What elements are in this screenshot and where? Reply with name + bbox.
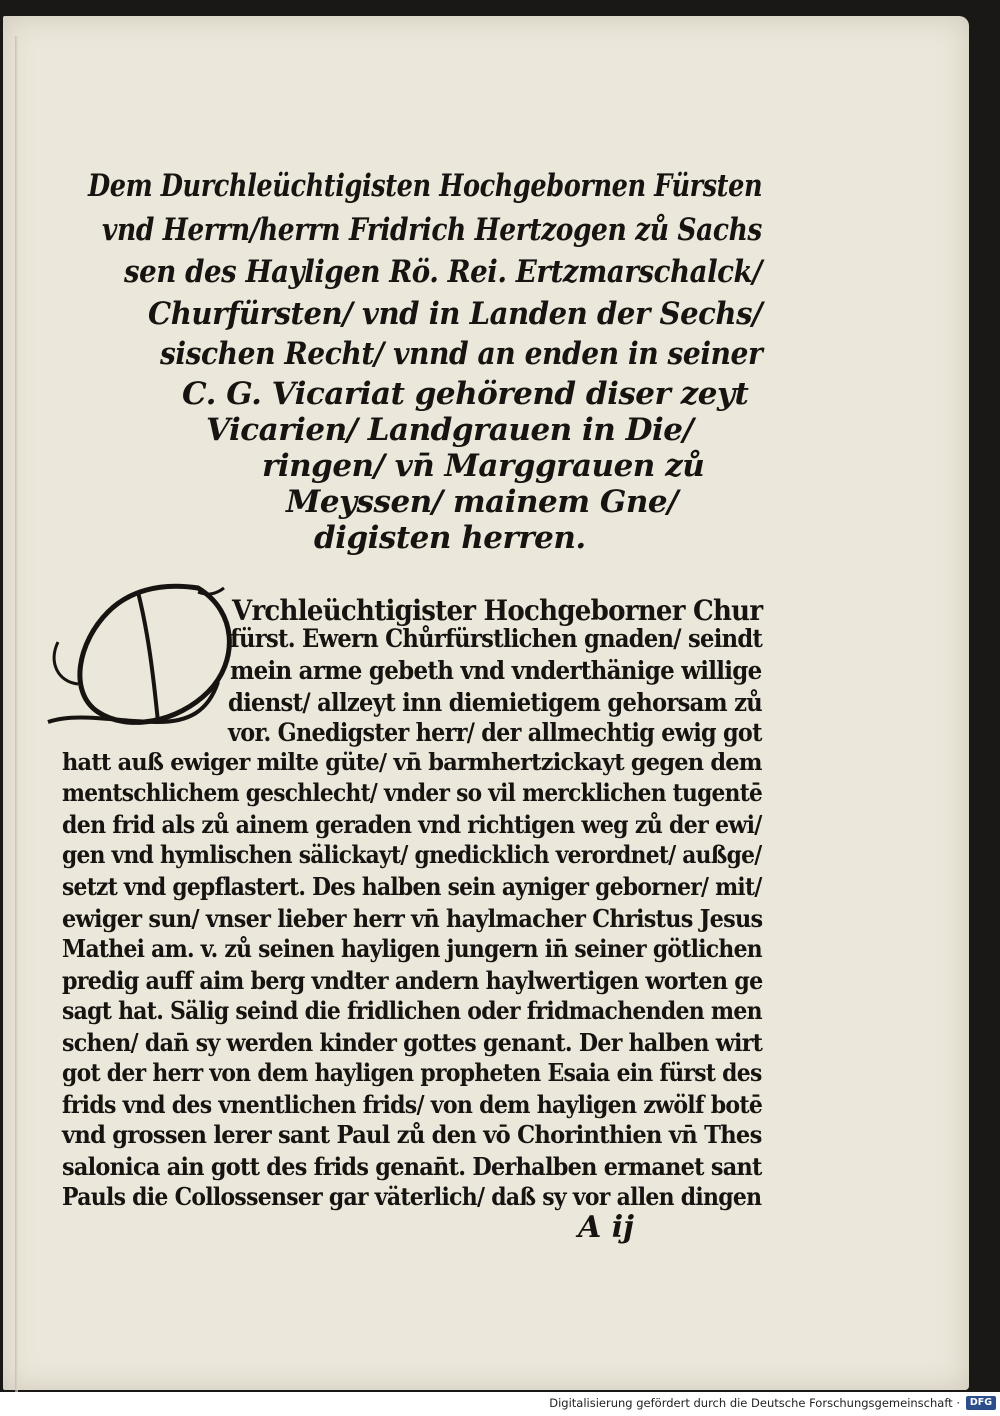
heading-line: digisten herren. [314, 520, 586, 556]
body-line: salonica ain gott des frids genan̄t. Derhalben ermanet sant [62, 1152, 762, 1181]
footer-bar [0, 1392, 1000, 1416]
heading-line: Vicarien/ Landgrauen in Die/ [206, 412, 694, 448]
body-line: fürst. Ewern Chůrfürstlichen gnaden/ seindt [230, 624, 763, 654]
body-line: vnd grossen lerer sant Paul zů den vō Chorinthien vn̄ Thes [62, 1120, 762, 1149]
signature-mark: A ij [578, 1210, 634, 1245]
body-line: den frid als zů ainem geraden vnd richtigen weg zů der ewi/ [62, 810, 762, 839]
heading-line: Meyssen/ mainem Gne/ [286, 484, 678, 520]
heading-line: sischen Recht/ vnnd an enden in seiner [160, 336, 763, 372]
body-line: ewiger sun/ vnser lieber herr vn̄ haylmacher Christus Jesus [62, 904, 763, 933]
body-line: setzt vnd gepflastert. Des halben sein ayniger geborner/ mit/ [62, 872, 762, 901]
body-line: schen/ dan̄ sy werden kinder gottes genant. Der halben wirt [62, 1028, 763, 1057]
body-line: vor. Gnedigster herr/ der allmechtig ewig got [228, 718, 762, 748]
body-line: Mathei am. v. zů seinen hayligen jungern in̄ seiner götlichen [62, 934, 762, 963]
body-line: mentschlichem geschlecht/ vnder so vil mercklichen tugentē [62, 778, 763, 807]
heading-line: vnd Herrn/herrn Fridrich Hertzogen zů Sachs [102, 212, 762, 248]
body-line: dienst/ allzeyt inn diemietigem gehorsam zů [228, 688, 763, 718]
heading-line: C. G. Vicariat gehörend diser zeyt [182, 376, 749, 412]
body-line: Pauls die Collossenser gar väterlich/ daß sy vor allen dingen [62, 1182, 762, 1211]
heading-line: Dem Durchleüchtigisten Hochgebornen Fürsten [88, 168, 763, 204]
body-line: gen vnd hymlischen sälickayt/ gnedicklich verordnet/ außge/ [62, 840, 762, 869]
page-binding-edge [15, 36, 18, 1396]
body-line: Vrchleüchtigister Hochgeborner Chur [232, 594, 763, 627]
decorated-initial-letter [38, 572, 248, 742]
digitization-credit: Digitalisierung gefördert durch die Deutsche Forschungsgemeinschaft · [549, 1396, 960, 1410]
body-line: predig auff aim berg vndter andern haylwertigen worten ge [62, 966, 763, 995]
heading-line: Churfürsten/ vnd in Landen der Sechs/ [148, 296, 763, 332]
dfg-logo: DFG [966, 1396, 996, 1410]
body-line: sagt hat. Sälig seind die fridlichen oder fridmachenden men [62, 996, 762, 1025]
body-line: hatt auß ewiger milte güte/ vn̄ barmhertzickayt gegen dem [62, 748, 762, 776]
heading-line: ringen/ vn̄ Marggrauen zů [262, 448, 705, 484]
body-line: frids vnd des vnentlichen frids/ von dem hayligen zwölf botē [62, 1090, 763, 1119]
body-line: got der herr von dem hayligen propheten Esaia ein fürst des [62, 1058, 762, 1087]
heading-line: sen des Hayligen Rö. Rei. Ertzmarschalck/ [124, 254, 762, 290]
body-line: mein arme gebeth vnd vnderthänige willige [230, 656, 762, 686]
initial-letter-glyph: D [38, 572, 39, 573]
